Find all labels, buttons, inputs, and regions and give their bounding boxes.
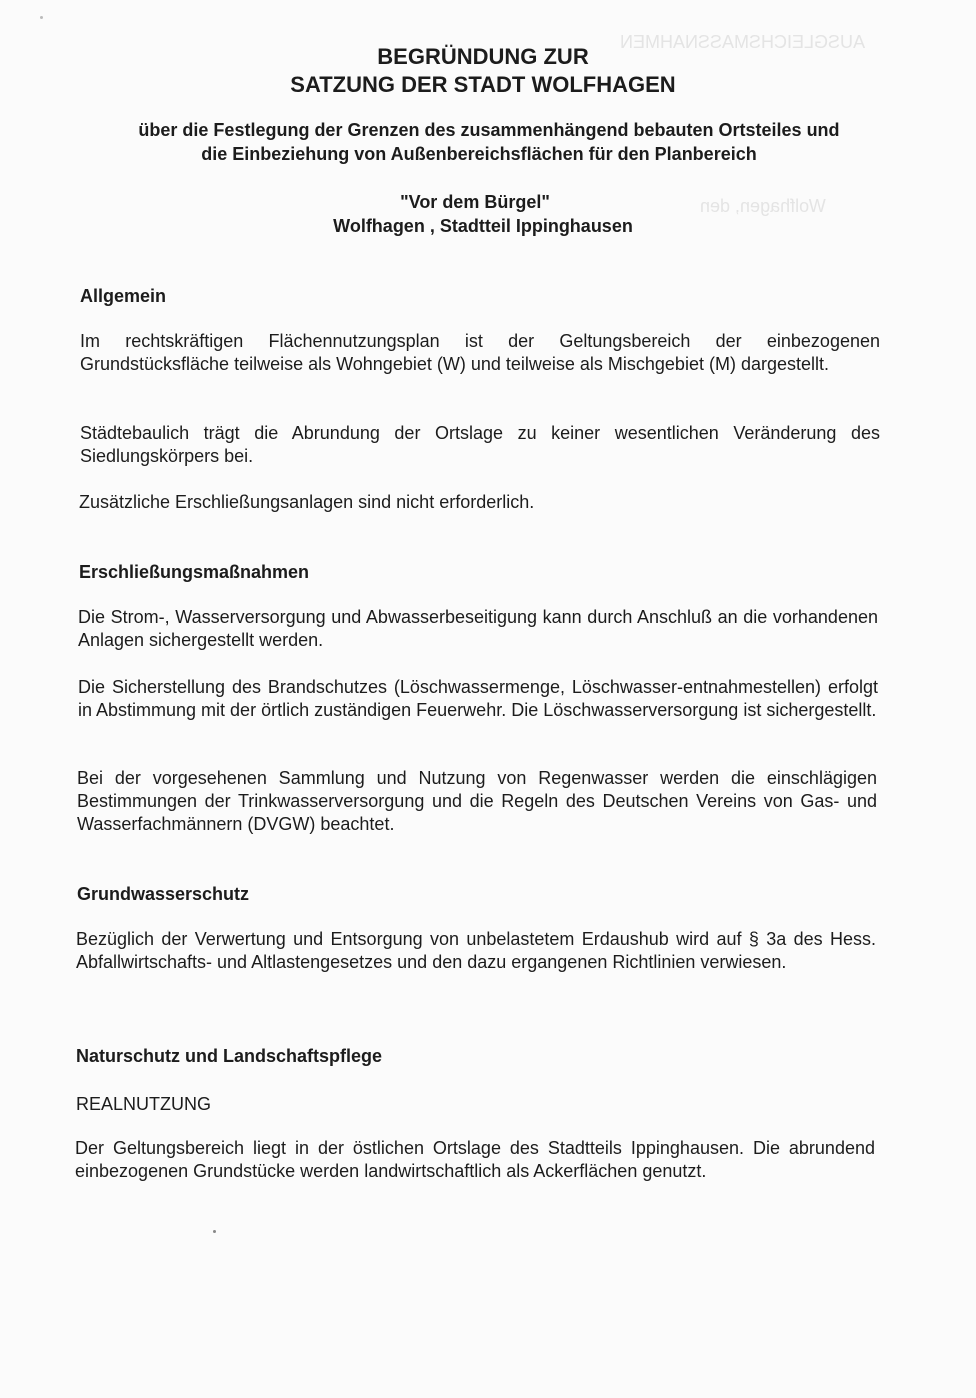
allgemein-paragraph-3: Zusätzliche Erschließungsanlagen sind nicht erforderlich.: [79, 492, 535, 512]
document-title-line2: SATZUNG DER STADT WOLFHAGEN: [290, 72, 676, 97]
naturschutz-subheading: REALNUTZUNG: [76, 1094, 212, 1114]
subtitle-line2: die Einbeziehung von Außenbereichsflächen für den Planbereich: [201, 144, 757, 164]
bleed-through-text: AUSGLEICHSMASSNAHMEN: [620, 32, 866, 52]
erschliessung-paragraph-1: Die Strom-, Wasserversorgung und Abwasserbeseitigung kann durch Anschluß an die vorhandenen Anlagen sichergestellt werden.: [78, 607, 878, 650]
naturschutz-paragraph-1: Der Geltungsbereich liegt in der östlichen Ortslage des Stadtteils Ippinghausen. Die abrundend einbezogenen Grundstücke werden landwirtschaftlich als Ackerflächen genutzt.: [75, 1138, 875, 1181]
plan-location: Wolfhagen , Stadtteil Ippinghausen: [333, 216, 633, 236]
section-heading-erschliessung: Erschließungsmaßnahmen: [79, 562, 310, 582]
document-title-line1: BEGRÜNDUNG ZUR: [377, 44, 589, 69]
plan-name: "Vor dem Bürgel": [400, 192, 550, 212]
erschliessung-paragraph-2: Die Sicherstellung des Brandschutzes (Löschwassermenge, Löschwasser-entnahmestellen) erfolgt in Abstimmung mit der örtlich zuständigen Feuerwehr. Die Löschwasserversorgung ist sichergestellt.: [78, 677, 878, 720]
erschliessung-paragraph-3: Bei der vorgesehenen Sammlung und Nutzung von Regenwasser werden die einschlägigen Bestimmungen der Trinkwasserversorgung und die Regeln des Deutschen Vereins von Gas- und Wasserfachmännern (DVGW) beachtet.: [77, 768, 877, 834]
speck-mark: [213, 1230, 216, 1233]
allgemein-paragraph-1: Im rechtskräftigen Flächennutzungsplan ist der Geltungsbereich der einbezogenen Grundstücksfläche teilweise als Wohngebiet (W) und teilweise als Mischgebiet (M) dargestellt.: [80, 331, 880, 374]
section-heading-naturschutz: Naturschutz und Landschaftspflege: [76, 1046, 383, 1066]
subtitle-line1: über die Festlegung der Grenzen des zusammenhängend bebauten Ortsteiles und: [138, 120, 840, 140]
allgemein-paragraph-2: Städtebaulich trägt die Abrundung der Ortslage zu keiner wesentlichen Veränderung des Siedlungskörpers bei.: [80, 423, 880, 466]
grundwasser-paragraph-1: Bezüglich der Verwertung und Entsorgung von unbelastetem Erdaushub wird auf § 3a des Hess. Abfallwirtschafts- und Altlastengesetzes und den dazu ergangenen Richtlinien verwiesen.: [76, 929, 876, 972]
bleed-through-text: Wolfhagen, den: [700, 196, 826, 216]
section-heading-allgemein: Allgemein: [80, 286, 167, 306]
speck-mark: [40, 16, 43, 19]
section-heading-grundwasser: Grundwasserschutz: [77, 884, 250, 904]
